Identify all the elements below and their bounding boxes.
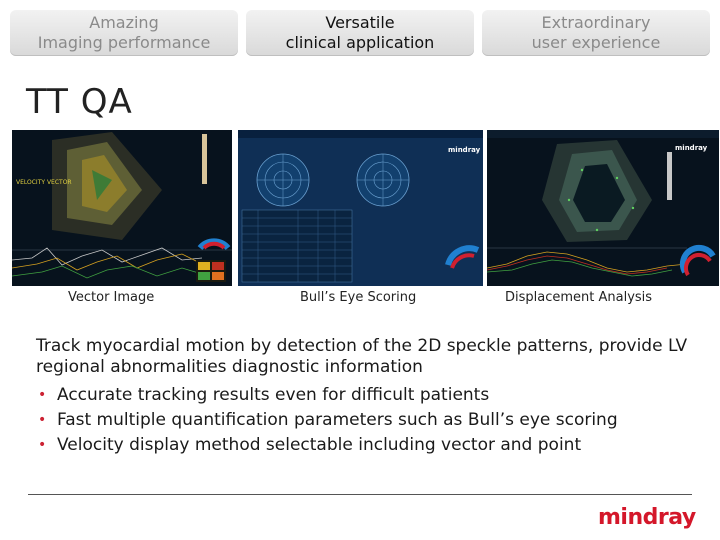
ultrasound-vector-image (12, 130, 232, 286)
list-item-text: Accurate tracking results even for difficult patients (57, 385, 490, 405)
tab-user-experience[interactable] (482, 10, 710, 56)
caption-vector-image: Vector Image (68, 290, 155, 305)
list-item (36, 433, 618, 458)
overlay-brand: mindray (675, 144, 708, 152)
list-item (36, 408, 618, 433)
list-item-text: Velocity display method selectable including vector and point (57, 435, 582, 455)
overlay-brand: mindray (448, 146, 481, 154)
caption-displacement: Displacement Analysis (505, 290, 653, 305)
tab-label-line2: Imaging performance (37, 33, 211, 52)
list-item (36, 383, 618, 408)
vector-image-screenshot (12, 130, 232, 286)
description-text: Track myocardial motion by detection of the 2D speckle patterns, provide LV regional abnormalities diagnostic information (36, 336, 688, 377)
tab-label-line1: Versatile (325, 13, 395, 32)
tab-clinical-application[interactable] (246, 10, 474, 56)
bullet-icon: • (38, 412, 47, 428)
mindray-logo: mindray (598, 505, 696, 530)
tab-label-line2: user experience (531, 33, 661, 52)
divider (28, 494, 692, 495)
bullet-icon: • (38, 387, 47, 403)
displacement-analysis-image (487, 130, 719, 286)
tab-imaging-performance[interactable] (10, 10, 238, 56)
displacement-analysis-screenshot (487, 130, 719, 286)
list-item-text: Fast multiple quantification parameters such as Bull’s eye scoring (57, 410, 618, 430)
tab-label-line1: Amazing (89, 13, 159, 32)
tab-label-line2: clinical application (285, 33, 435, 52)
caption-bulls-eye: Bull’s Eye Scoring (300, 290, 417, 305)
bulls-eye-screenshot (238, 130, 483, 286)
tab-label-line1: Extraordinary (541, 13, 651, 32)
page-title: TT QA (26, 82, 133, 122)
bullet-icon: • (38, 437, 47, 453)
feature-list (36, 383, 618, 458)
bulls-eye-report-image (238, 130, 483, 286)
overlay-label: VELOCITY VECTOR (16, 179, 72, 186)
